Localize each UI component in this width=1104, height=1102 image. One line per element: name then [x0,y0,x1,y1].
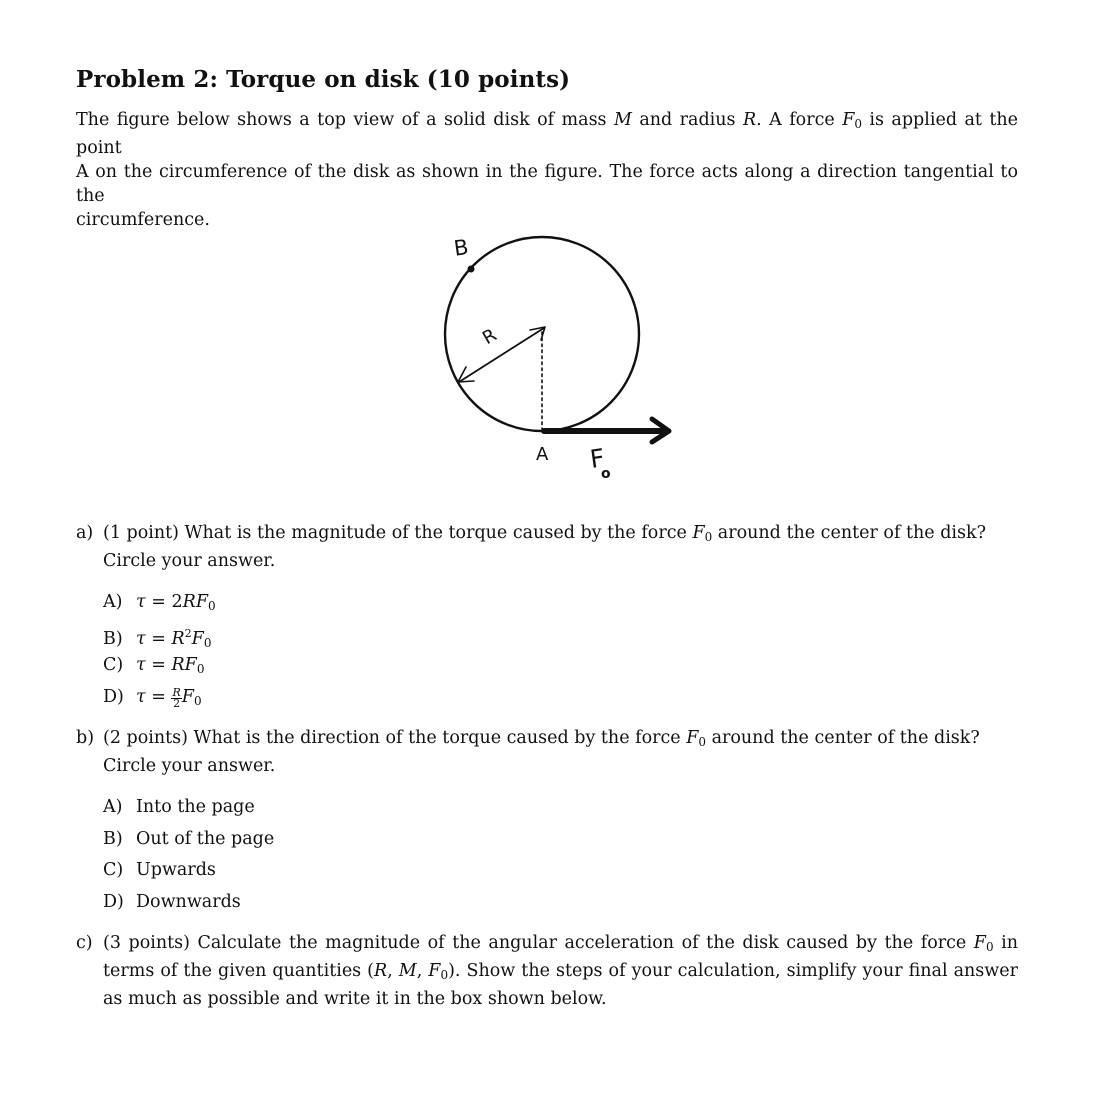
option-label: A) [103,797,123,817]
option-text: Into the page [136,797,255,817]
var-force-subscript: 0 [854,117,862,131]
question-text: ). Show the steps of your calculation, simplify your final answer as much as possible and write it in the box shown below. [103,961,1018,1009]
fraction-numerator: R [172,685,181,699]
option-label: D) [103,686,124,707]
point-b-marker [468,266,475,273]
var-radius: R [374,961,388,981]
var-mass: M [613,110,632,130]
var-radius: R [182,592,196,612]
option-b-4[interactable] [103,890,274,922]
label-force: F [588,443,607,474]
option-a-1[interactable] [103,590,216,622]
option-label: B) [103,628,123,649]
question-text: in terms of the given quantities ( [103,933,1019,981]
option-eq: = 2 [145,592,183,612]
var-force: F [428,961,441,981]
option-eq: = [145,655,172,675]
var-force: F [184,655,197,675]
intro-text: . A force [756,110,843,130]
question-a-label: a) [76,523,94,543]
var-force-subscript: 0 [196,662,205,676]
option-text: Out of the page [136,828,275,849]
option-text: Downwards [136,891,241,912]
var-force: F [842,110,855,130]
var-mass: M [398,961,417,981]
question-text: around the center of the disk? Circle your answer. [103,728,980,776]
question-a-options [103,590,216,716]
question-b-label: b) [76,728,95,748]
option-label: C) [103,655,124,675]
option-label: D) [103,891,124,912]
intro-line-1 [76,108,1018,160]
option-label: C) [103,860,124,880]
var-force-subscript: 0 [193,693,202,708]
option-b-3[interactable] [103,858,274,890]
var-tau: τ [136,628,146,649]
intro-line-3: circumference. [76,210,210,230]
option-label: A) [103,592,123,612]
var-force: F [195,592,208,612]
var-force: F [686,728,699,748]
label-r: R [478,324,501,350]
question-text: around the center of the disk? Circle your answer. [103,523,986,571]
var-tau: τ [136,686,146,707]
question-b [76,726,1018,778]
problem-title: Problem 2: Torque on disk (10 points) [76,66,571,93]
intro-text: and radius [631,110,743,130]
question-b-text [103,726,1018,778]
question-c-label: c) [76,933,93,953]
disk-figure [420,222,690,492]
option-text: Upwards [136,860,216,880]
label-force-subscript: o [601,466,611,482]
option-a-3[interactable] [103,653,216,685]
exponent: 2 [184,626,192,640]
label-b: B [452,234,471,261]
option-label: B) [103,828,123,849]
question-c [76,931,1018,1011]
var-force: F [692,523,705,543]
var-force: F [191,628,204,649]
question-text: (1 point) What is the magnitude of the torque caused by the force [103,523,693,543]
option-b-2[interactable] [103,827,274,859]
radius-line [459,328,544,382]
var-force-subscript: 0 [207,599,216,613]
problem-intro [76,108,1018,232]
var-force: F [181,686,194,707]
intro-text: is applied at the point [76,110,1019,158]
option-a-2[interactable] [103,622,216,654]
question-a [76,521,1018,573]
option-b-1[interactable] [103,795,274,827]
option-a-4[interactable] [103,685,216,717]
fraction-denominator: 2 [173,696,181,710]
var-force: F [973,933,986,953]
var-radius: R [171,628,185,649]
question-c-text [103,931,1018,1011]
question-a-text [103,521,1018,573]
separator: , [387,961,399,981]
var-radius: R [742,110,757,130]
question-b-options [103,795,274,921]
var-tau: τ [136,592,146,612]
question-text: (2 points) What is the direction of the torque caused by the force [103,728,687,748]
option-eq: = [145,628,172,649]
separator: , [416,961,429,981]
var-radius: R [171,655,185,675]
option-eq: = [145,686,172,707]
var-force-subscript: 0 [704,530,713,544]
var-force-subscript: 0 [698,735,707,749]
intro-text: The figure below shows a top view of a solid disk of mass [76,110,614,130]
var-force-subscript: 0 [440,968,449,982]
label-a: A [536,444,549,465]
var-tau: τ [136,655,146,675]
question-text: (3 points) Calculate the magnitude of the angular acceleration of the disk caused by the force [103,933,974,953]
var-force-subscript: 0 [203,635,212,650]
intro-line-2: A on the circumference of the disk as shown in the figure. The force acts along a direction tangential to the [76,162,1018,206]
var-force-subscript: 0 [985,940,994,954]
fraction [171,685,181,710]
